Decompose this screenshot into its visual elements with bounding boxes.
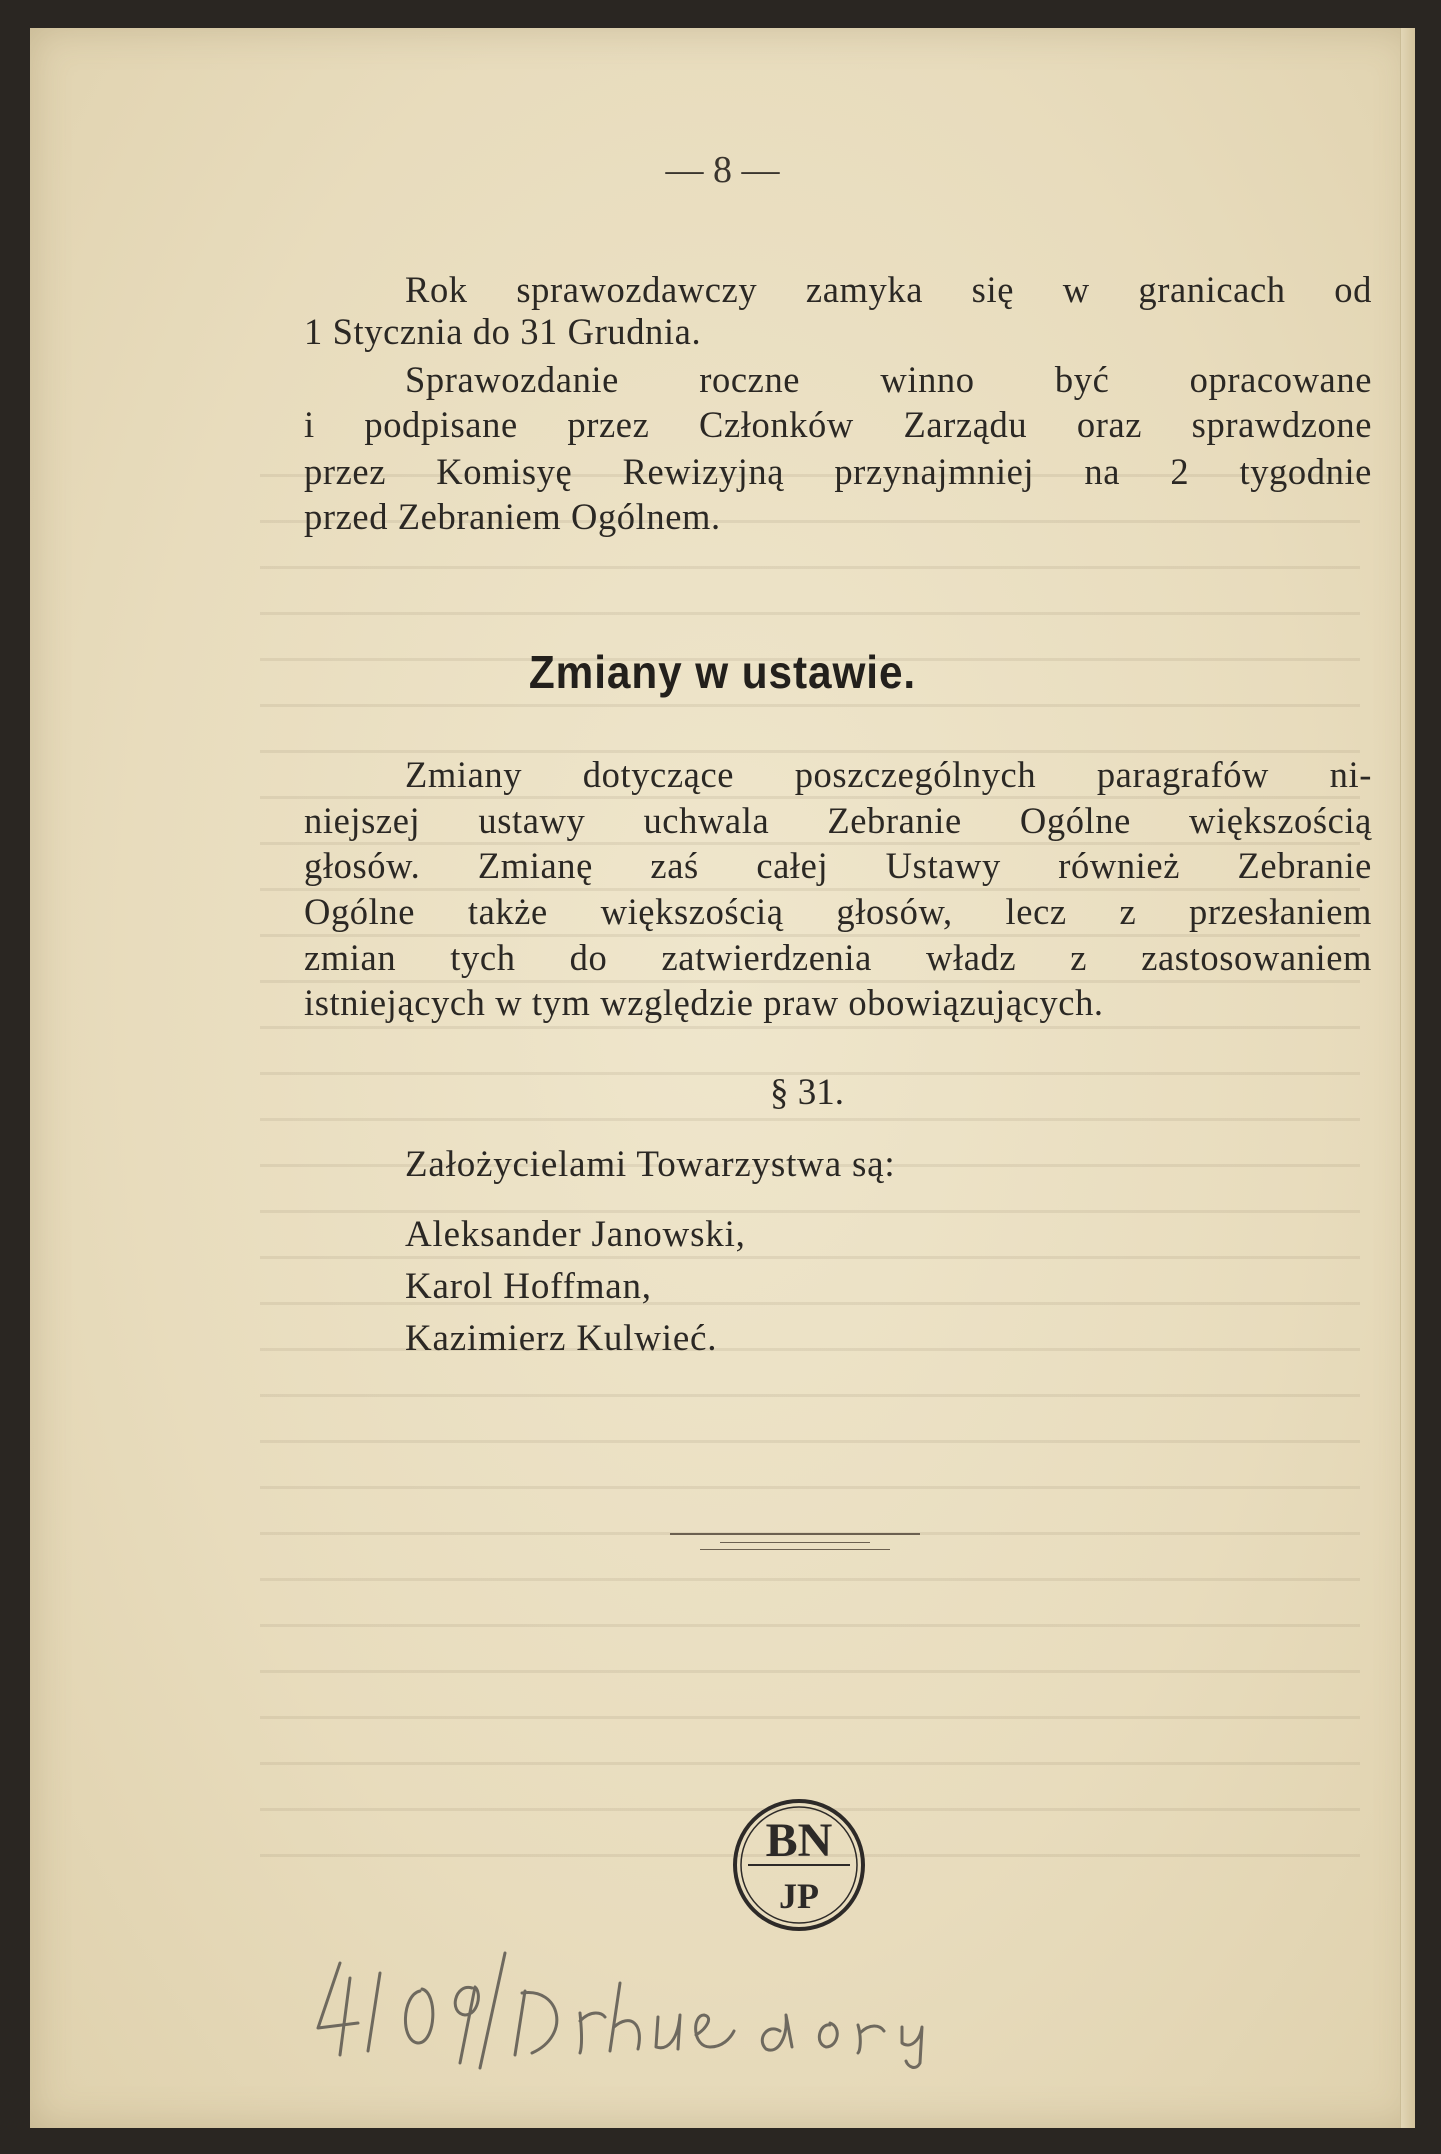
page-edge bbox=[1400, 28, 1415, 2128]
paragraph-2-line-4: przed Zebraniem Ogólnem. bbox=[304, 496, 721, 537]
paragraph-2-line-1: Sprawozdanie roczne winno być opracowane bbox=[405, 359, 1372, 400]
founder-name: Aleksander Janowski, bbox=[405, 1214, 746, 1255]
svg-text:BN: BN bbox=[765, 1814, 833, 1867]
founder-name: Karol Hoffman, bbox=[405, 1266, 652, 1307]
decorative-rule bbox=[670, 1533, 920, 1555]
section-heading: Zmiany w ustawie. bbox=[528, 646, 917, 698]
svg-text:JP: JP bbox=[779, 1876, 819, 1916]
paragraph-mark: § 31. bbox=[770, 1072, 844, 1113]
paragraph-1-line-2: 1 Stycznia do 31 Grudnia. bbox=[304, 311, 702, 352]
paragraph-3-line-6: istniejących w tym względzie praw obowiązujących. bbox=[304, 982, 1104, 1023]
paragraph-1-line-1: Rok sprawozdawczy zamyka się w granicach od bbox=[405, 269, 1372, 310]
book-page bbox=[30, 28, 1415, 2128]
paragraph-3-line-5: zmian tych do zatwierdzenia władz z zastosowaniem bbox=[304, 937, 1372, 978]
paragraph-2-line-3: przez Komisyę Rewizyjną przynajmniej na 2 tygodnie bbox=[304, 451, 1372, 492]
paragraph-3-line-4: Ogólne także większością głosów, lecz z przesłaniem bbox=[304, 891, 1372, 932]
paragraph-3-line-1: Zmiany dotyczące poszczególnych paragrafów ni- bbox=[405, 754, 1372, 795]
founders-intro: Założycielami Towarzystwa są: bbox=[405, 1144, 896, 1185]
paragraph-3-line-2: niejszej ustawy uchwala Zebranie Ogólne większością bbox=[304, 800, 1372, 841]
page-number: — 8 — bbox=[665, 149, 780, 191]
library-stamp-icon bbox=[730, 1796, 868, 1934]
paragraph-2-line-2: i podpisane przez Członków Zarządu oraz sprawdzone bbox=[304, 404, 1372, 445]
handwritten-pencil-note bbox=[310, 1943, 990, 2073]
paragraph-3-line-3: głosów. Zmianę zaś całej Ustawy również Zebranie bbox=[304, 845, 1372, 886]
founder-name: Kazimierz Kulwieć. bbox=[405, 1318, 718, 1359]
